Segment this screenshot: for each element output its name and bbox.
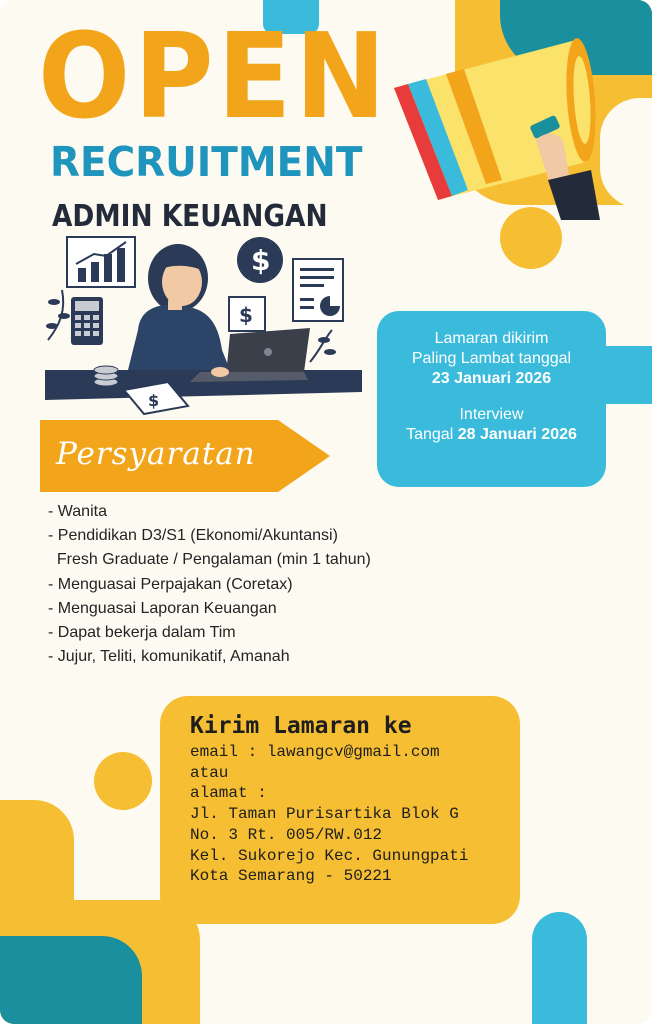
title-recruitment: RECRUITMENT [50,138,363,186]
requirement-item: - Wanita [48,503,107,520]
deco-cream-cut-top-right [600,98,652,208]
contact-heading: Kirim Lamaran ke [190,713,412,739]
requirement-item: - Menguasai Laporan Keuangan [48,599,277,617]
svg-text:$: $ [239,303,253,327]
deadline-line-2: Paling Lambat tanggal [411,350,572,367]
title-open: OPEN [38,7,390,145]
contact-details [190,742,468,887]
requirement-item: - Jujur, Teliti, komunikatif, Amanah [48,648,290,666]
requirement-item: - Menguasai Perpajakan (Coretax) [48,575,293,593]
deco-teal-block-bottom-left [0,936,142,1024]
svg-text:$: $ [148,391,160,410]
interview-prefix: Tangal [406,426,454,443]
position-title: ADMIN KEUANGAN [52,199,328,234]
megaphone-icon [386,30,601,220]
deadline-line-1: Lamaran dikirim [434,330,549,347]
requirement-item: - Pendidikan D3/S1 (Ekonomi/Akuntansi) [48,527,338,545]
svg-text:$: $ [251,244,271,277]
contact-address-line: Kel. Sukorejo Kec. Gunungpati [190,846,469,865]
interview-line [377,425,606,445]
interview-label: Interview [459,406,524,423]
contact-address-line: Jl. Taman Purisartika Blok G [190,805,459,824]
contact-address-line: Kota Semarang - 50221 [190,867,392,886]
dollar-card-icon [228,296,266,332]
contact-line: atau [190,763,229,782]
requirement-item: Fresh Graduate / Pengalaman (min 1 tahun) [48,551,371,569]
deco-blue-pill-bottom-right [532,912,587,1024]
requirements-list [48,500,371,669]
contact-line: alamat : [190,784,267,803]
contact-address-line: No. 3 Rt. 005/RW.012 [190,825,383,844]
bar-chart-icon [66,236,136,288]
deco-yellow-circle-left [94,752,152,810]
dollar-coin-icon [236,236,284,284]
interview-date: 28 Januari 2026 [457,426,577,443]
calculator-icon [70,296,104,346]
deadline-info-box [377,311,606,487]
contact-email[interactable]: email : lawangcv@gmail.com [190,743,440,761]
requirements-heading: Persyaratan [56,436,256,472]
requirement-item: - Dapat bekerja dalam Tim [48,624,236,642]
deadline-date: 23 Januari 2026 [431,370,552,387]
report-document-icon [292,258,344,322]
